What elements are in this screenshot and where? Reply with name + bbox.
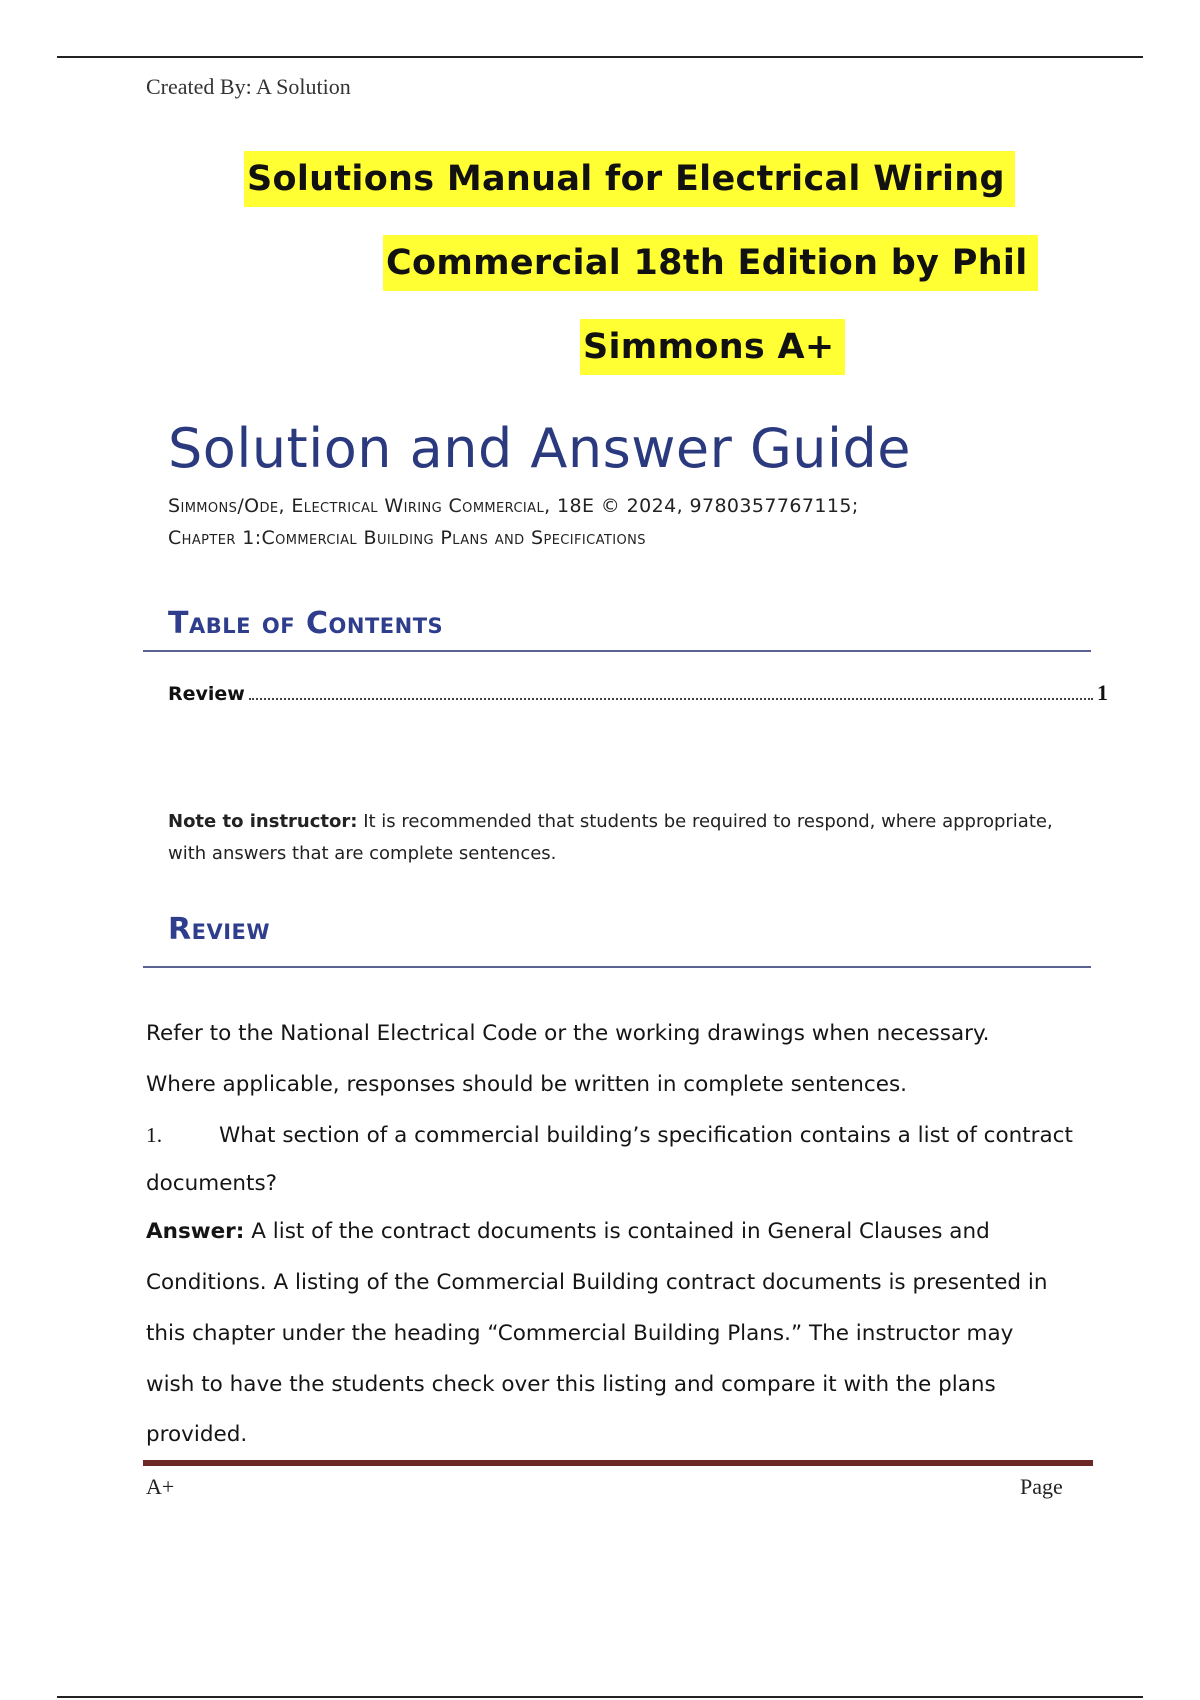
answer-1-line-4: wish to have the students check over this listing and compare it with the plans — [146, 1372, 996, 1397]
toc-heading-rule — [143, 650, 1091, 652]
question-1-text-line-1: What section of a commercial building’s specification contains a list of contract — [219, 1123, 1073, 1148]
question-1 — [146, 1123, 1073, 1148]
review-heading-rule — [143, 966, 1091, 968]
answer-1-line-2: Conditions. A listing of the Commercial Building contract documents is presented in — [146, 1270, 1048, 1295]
footer-page-label: Page — [1020, 1474, 1063, 1499]
answer-1-line-1: A list of the contract documents is contained in General Clauses and — [244, 1219, 990, 1244]
answer-1-line-5: provided. — [146, 1422, 248, 1447]
instructor-note-label: Note to instructor: — [168, 811, 358, 832]
document-title-line-3: Simmons A+ — [580, 319, 845, 375]
top-page-rule — [57, 56, 1143, 58]
footer-rule — [143, 1460, 1093, 1466]
answer-label: Answer: — [146, 1219, 245, 1244]
toc-entry-label: Review — [168, 683, 245, 705]
toc-entry-review[interactable] — [168, 680, 1108, 710]
review-intro-line-2: Where applicable, responses should be written in complete sentences. — [146, 1072, 907, 1097]
created-by-label: Created By: A Solution — [146, 74, 351, 99]
document-title-line-2: Commercial 18th Edition by Phil — [383, 235, 1038, 291]
answer-1-line-3: this chapter under the heading “Commercial Building Plans.” The instructor may — [146, 1321, 1014, 1346]
review-heading: Review — [168, 912, 271, 947]
instructor-note — [168, 806, 1068, 870]
bottom-page-rule — [57, 1696, 1143, 1698]
answer-1 — [146, 1219, 990, 1244]
footer-left-text: A+ — [146, 1474, 175, 1499]
question-number: 1. — [146, 1123, 163, 1147]
review-intro-line-1: Refer to the National Electrical Code or the working drawings when necessary. — [146, 1021, 990, 1046]
guide-subtitle-line-2: Chapter 1:Commercial Building Plans and Specifications — [168, 527, 646, 549]
question-1-text-line-2: documents? — [146, 1171, 278, 1196]
guide-subtitle-line-1: Simmons/Ode, Electrical Wiring Commercial, 18E © 2024, 9780357767115; — [168, 495, 859, 517]
toc-leader-dots — [249, 684, 1093, 700]
instructor-note-text: It is recommended that students be required to respond, where appropriate, with answers that are complete sentences. — [168, 811, 1053, 864]
toc-entry-page: 1 — [1097, 680, 1108, 705]
toc-heading: Table of Contents — [168, 606, 444, 641]
guide-title: Solution and Answer Guide — [168, 417, 912, 480]
document-title-line-1: Solutions Manual for Electrical Wiring — [244, 151, 1015, 207]
